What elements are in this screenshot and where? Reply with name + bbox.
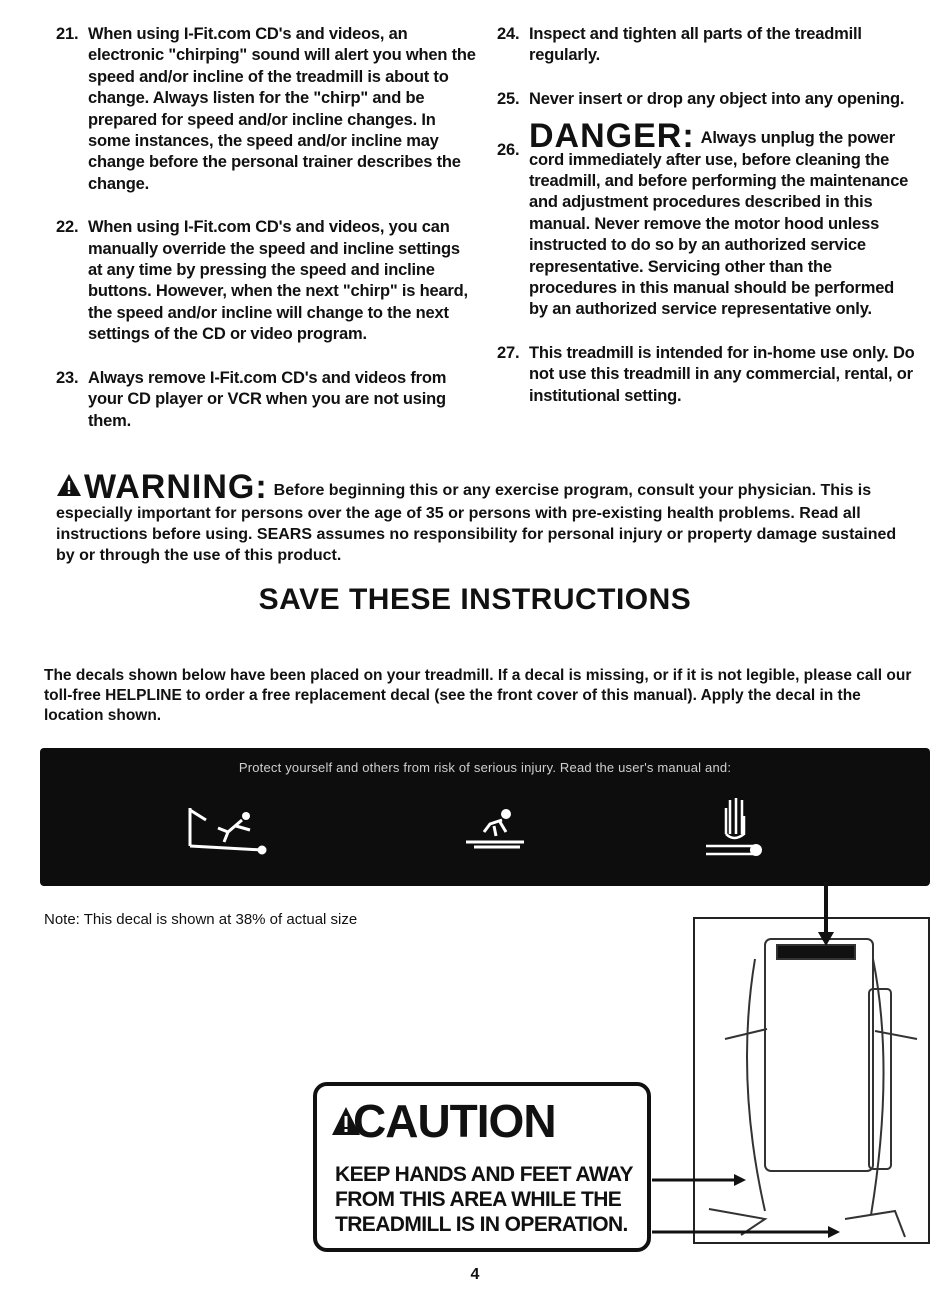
decal-intro-text: The decals shown below have been placed on your treadmill. If a decal is missing, or if it is not legible, please call our toll-free HELPLINE to order a free replacement decal (see the front cover of this manual). Apply the decal in the location shown.	[44, 667, 912, 724]
save-instructions-heading: SAVE THESE INSTRUCTIONS	[258, 583, 692, 616]
item-text: Inspect and tighten all parts of the treadmill regularly.	[529, 25, 862, 65]
safety-item-25	[497, 89, 917, 110]
decal-location-arrows	[640, 880, 940, 1260]
danger-label: DANGER:	[529, 117, 695, 156]
item-number: 21.	[56, 25, 79, 43]
safety-item-23	[56, 368, 476, 432]
safety-item-26	[497, 117, 917, 321]
item-number: 26.	[497, 141, 520, 160]
caution-body: KEEP HANDS AND FEET AWAY FROM THIS AREA WHILE THE TREADMILL IS IN OPERATION.	[335, 1163, 633, 1236]
safety-item-22	[56, 217, 476, 345]
decal-size-note: Note: This decal is shown at 38% of actual size	[44, 911, 358, 928]
caution-title: CAUTION	[353, 1095, 556, 1147]
child-hazard-icon	[460, 802, 530, 857]
warning-block	[56, 468, 916, 566]
safety-item-27	[497, 343, 917, 407]
item-text: Always unplug the power cord immediately after use, before cleaning the treadmill, and before performing the maintenance and adjustment procedures described in this manual. Never remove the motor hood unless instructed to do so by an authorized service representative. Servicing other than the procedures in this manual should be performed by an authorized service representative only.	[529, 129, 909, 319]
fall-hazard-icon	[180, 798, 270, 863]
hand-pinch-hazard-icon	[700, 794, 770, 869]
item-text: Always remove I-Fit.com CD's and videos from your CD player or VCR when you are not using them.	[88, 368, 447, 430]
item-text: When using I-Fit.com CD's and videos, you can manually override the speed and incline settings at any time by pressing the speed and incline buttons. However, when the next "chirp" is heard, the speed and/or incline will change to the next settings of the CD or video program.	[88, 218, 468, 344]
caution-decal	[313, 1082, 651, 1252]
safety-item-21	[56, 24, 476, 195]
page-number: 4	[470, 1266, 480, 1283]
right-column	[497, 24, 917, 429]
decal-text: Protect yourself and others from risk of serious injury. Read the user's manual and:	[238, 760, 732, 775]
item-text: When using I-Fit.com CD's and videos, an electronic "chirping" sound will alert you when the speed and/or incline of the treadmill is about to change. Always listen for the "chirp" and be prepared for speed and/or incline changes. In some instances, the speed and/or incline may change before the personal trainer describes the change.	[88, 25, 476, 193]
item-text: This treadmill is intended for in-home use only. Do not use this treadmill in any commercial, rental, or institutional setting.	[529, 343, 915, 405]
item-number: 24.	[497, 25, 520, 43]
item-number: 25.	[497, 89, 520, 108]
left-column	[56, 24, 476, 454]
warning-text: Before beginning this or any exercise program, consult your physician. This is especially important for persons over the age of 35 or persons with pre-existing health problems. Read all instructions before using. SEARS assumes no responsibility for personal injury or property damage sustained by or through the use of this product.	[56, 482, 897, 564]
safety-decal	[40, 748, 930, 886]
item-number: 22.	[56, 218, 79, 237]
item-text: Never insert or drop any object into any opening.	[529, 89, 905, 108]
item-number: 23.	[56, 368, 79, 387]
safety-item-24	[497, 24, 917, 67]
item-number: 27.	[497, 343, 520, 362]
warning-triangle-icon	[56, 473, 82, 503]
warning-label: WARNING:	[84, 468, 268, 506]
